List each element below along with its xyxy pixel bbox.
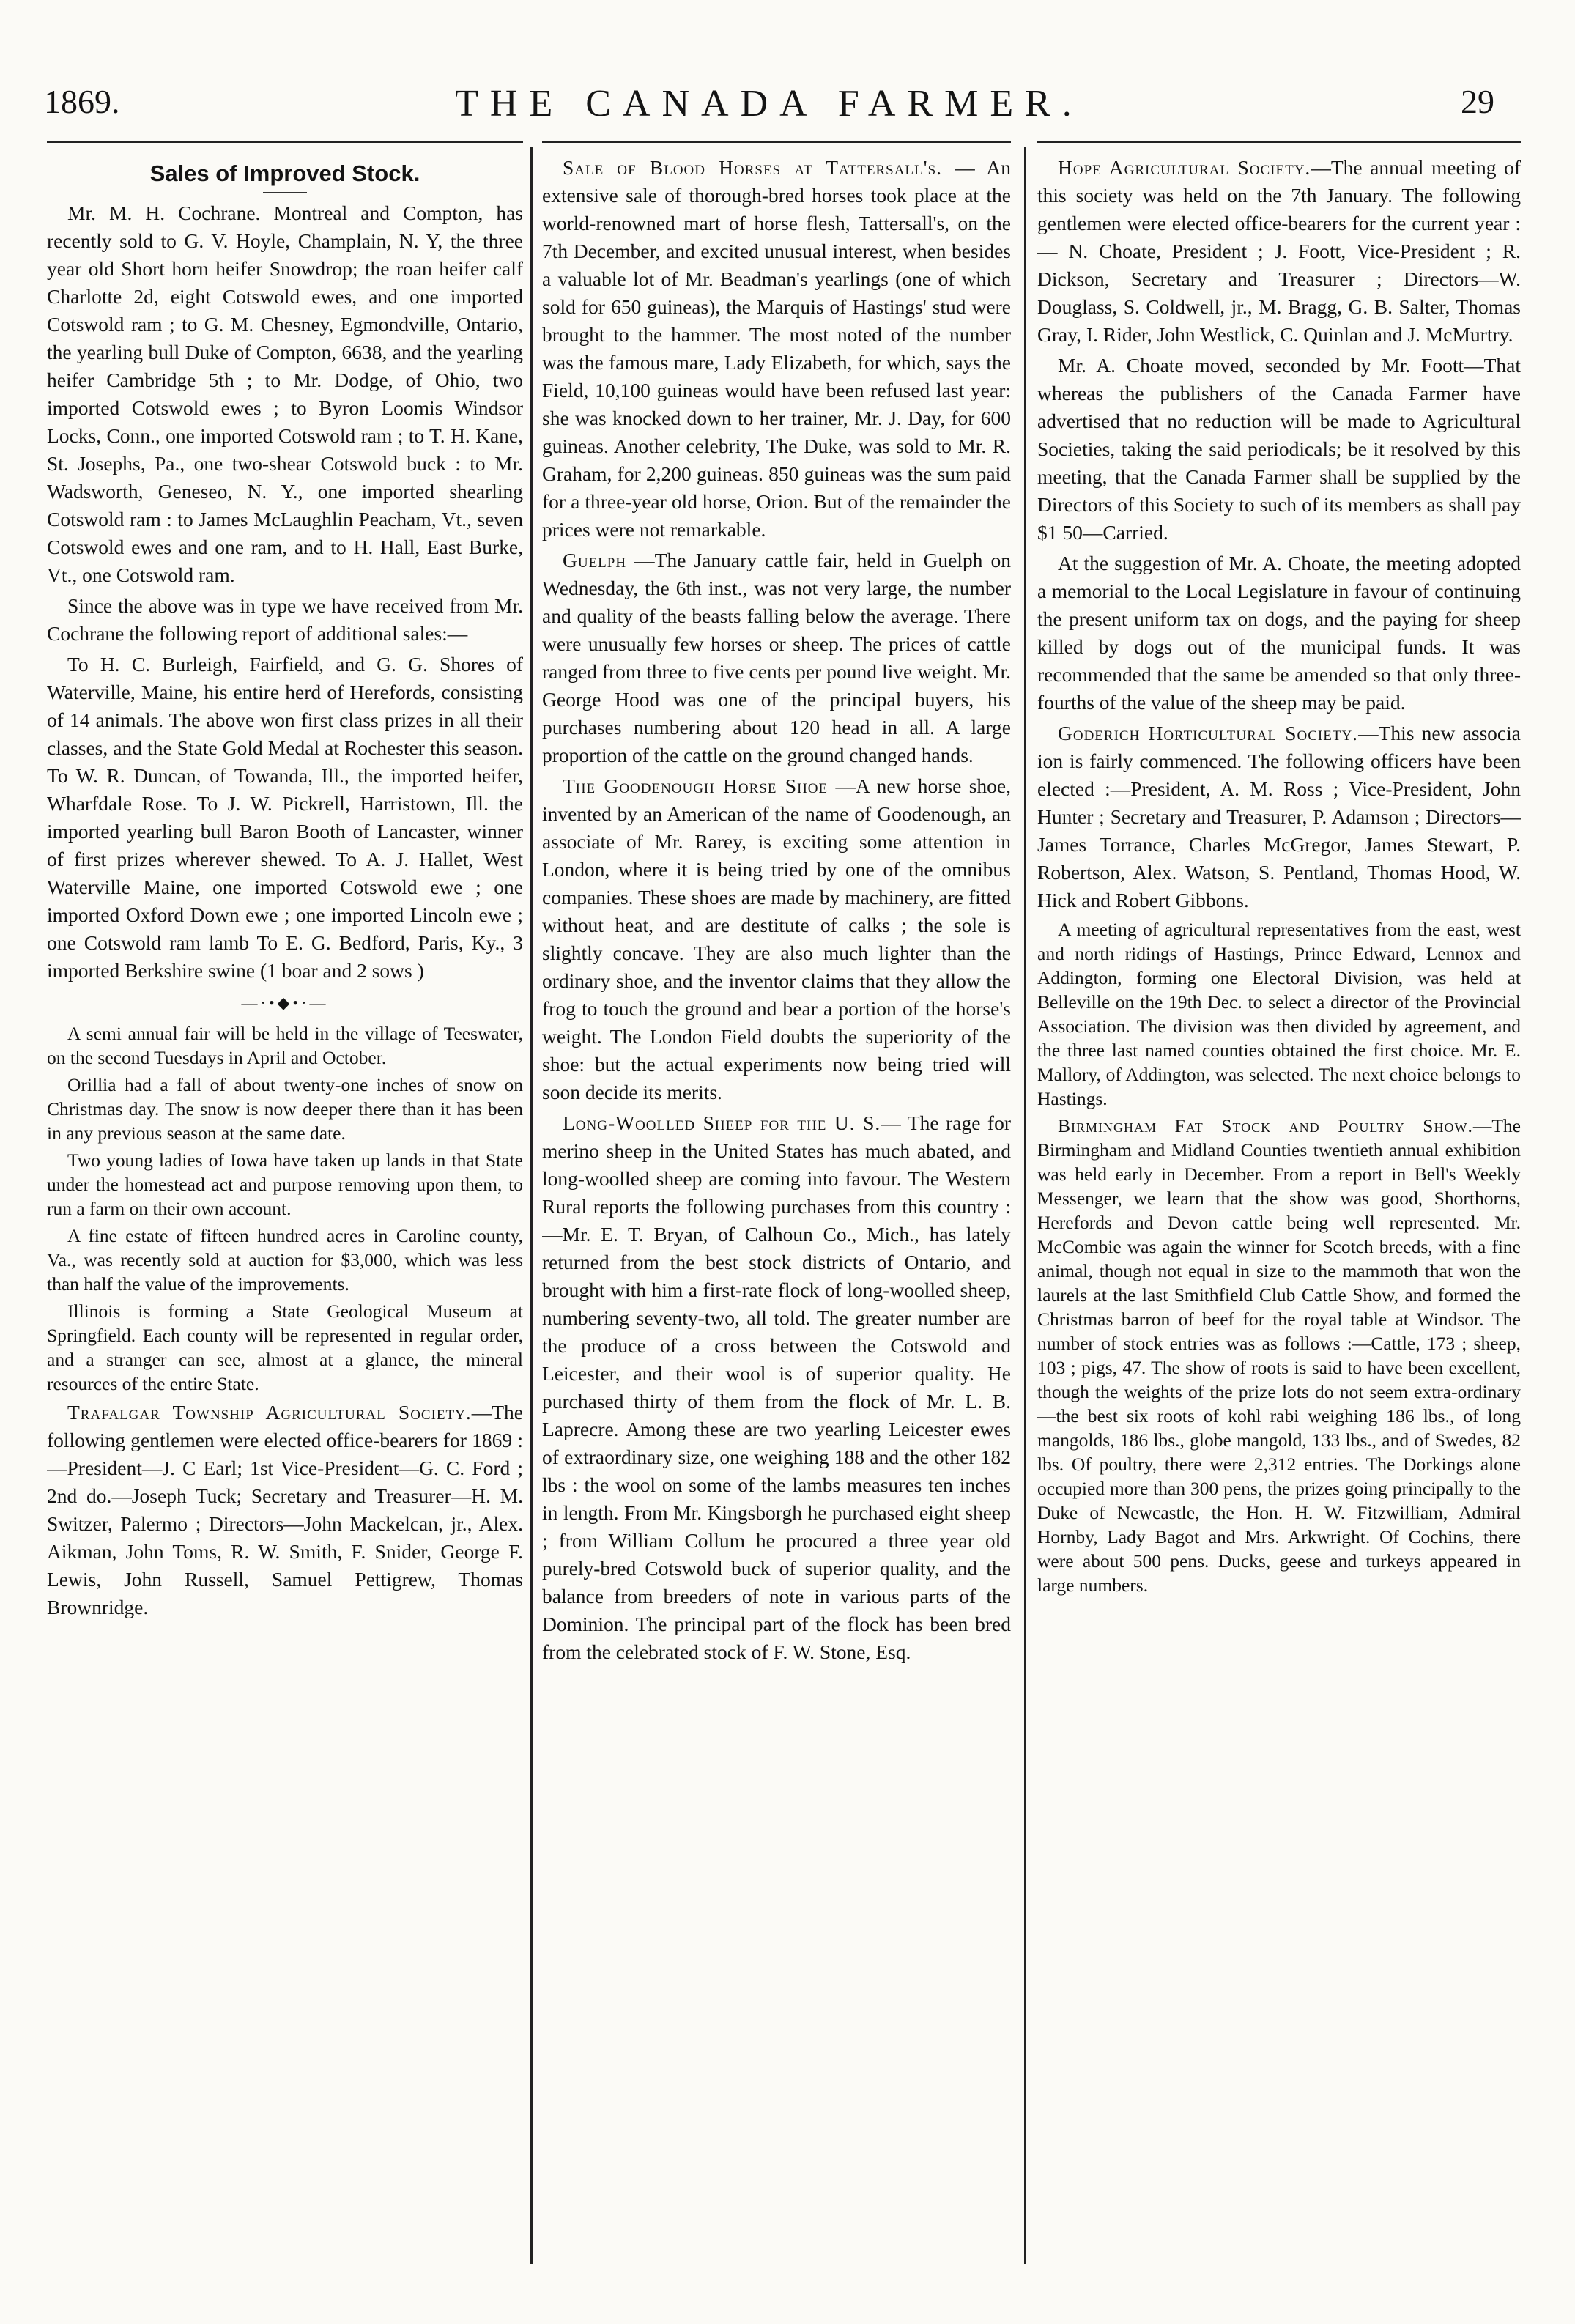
paragraph-hastings-meeting: A meeting of agricultural representatives from the east, west and north ridings of Hastings, Prince Edward, Lennox and Addington, forming one Electoral Division, was held at Belleville on the 19th Dec. to select a director of the Provincial Association. The division was then divided by agreement, and the three last named counties obtained the first choice. Mr. E. Mallory, of Addington, was selected. The next choice belongs to Hastings. [1037,919,1521,1109]
paragraph-trafalgar-society: Trafalgar Township Agricultural Society.—The following gentlemen were elected office-bearers for 1869 :—President—J. C Earl; 1st Vice-President—G. C. Ford ; 2nd do.—Joseph Tuck; Secretary and Treasurer—H. M. Switzer, Palermo ; Directors—John Mackelcan, jr., Alex. Aikman, John Toms, R. W. Smith, F. Snider, George F. Lewis, John Russell, Samuel Pettigrew, Thomas Brownridge. [47,1401,523,1618]
newspaper-title: THE CANADA FARMER. [455,83,1083,125]
paragraph-cochrane-sales: Mr. M. H. Cochrane. Montreal and Compton, has recently sold to G. V. Hoyle, Champlain, N. Y, the three year old Short horn heifer Snowdrop; the roan heifer calf Charlotte 2d, eight Cotswold ewes, and one imported Cotswold ram ; to G. M. Chesney, Egmondville, Ontario, the yearling bull Duke of Compton, 6638, and the yearling heifer Cambridge 5th ; to Mr. Dodge, of Ohio, two imported Cotswold ewes ; to Byron Loomis Windsor Locks, Conn., one imported Cotswold ram ; to T. H. Kane, St. Josephs, Pa., one two-shear Cotswold buck : to Mr. Wadsworth, Geneseo, N. Y., one imported shearling Cotswold ram : to James McLaughlin Peacham, Vt., seven Cotswold ewes and one ram, and to H. Hall, East Burke, Vt., one Cotswold ram. [47,201,523,586]
page-number: 29 [1461,83,1494,120]
article-heading-sales-stock: Sales of Improved Stock. [149,160,420,186]
header-rule-3 [1037,141,1521,143]
run-in-heading: Trafalgar Township Agricultural Society. [67,1401,472,1424]
column-2 [542,154,1011,2205]
heading-rule [263,192,307,193]
run-in-heading: Guelph [563,549,627,571]
paragraph-goderich-society: Goderich Horticultural Society.—This new associa ion is fairly commenced. The following officers have been elected :—President, A. M. Ross ; Vice-President, John Hunter ; Secretary and Treasurer, P. Adamson ; Directors—James Torrance, Charles McGregor, James Stewart, P. Robertson, Alex. Watson, S. Pentland, Thomas Hood, W. Hick and Robert Gibbons. [1037,722,1521,911]
header-rule-1 [47,141,523,143]
paragraph-illinois-museum: Illinois is forming a State Geological Museum at Springfield. Each county will be represented in regular order, and a stranger can see, almost at a glance, the mineral resources of the entire State. [47,1300,523,1394]
paragraph-orillia-snow: Orillia had a fall of about twenty-one inches of snow on Christmas day. The snow is now deeper there than it has been in any previous season at the same date. [47,1074,523,1144]
paragraph-guelph-fair: Guelph —The January cattle fair, held in Guelph on Wednesday, the 6th inst., was not very large, the number and quality of the beasts falling below the average. There were unusually few horses or sheep. The prices of cattle ranged from three to five cents per pound live weight. Mr. George Hood was one of the principal buyers, his purchases numbering about 120 head in all. A large proportion of the cattle on the ground changed hands. [542,549,1011,766]
column-3 [1037,154,1521,2205]
paragraph-tattersalls: Sale of Blood Horses at Tattersall's. — An extensive sale of thorough-bred horses took place at the world-renowned mart of horse flesh, Tattersall's, on the 7th December, and excited unusual interest, when besides a valuable lot of Mr. Beadman's yearlings (one of which sold for 650 guineas), the Marquis of Hastings' stud were brought to the hammer. The most noted of the number was the famous mare, Lady Elizabeth, for which, says the Field, 10,100 guineas would have been refused last year: she was knocked down to her trainer, Mr. J. Day, for 600 guineas. Another celebrity, The Duke, was sold to Mr. R. Graham, for 2,200 guineas. 850 guineas was the sum paid for a three-year old horse, Orion. But of the remainder the prices were not remarkable. [542,156,1011,541]
run-in-heading: Hope Agricultural Society. [1058,156,1311,179]
section-ornament: —·•◆•·— [241,993,329,1012]
run-in-heading: The Goodenough Horse Shoe [563,774,829,797]
column-divider-1 [530,147,533,2264]
paragraph-dog-tax: At the suggestion of Mr. A. Choate, the meeting adopted a memorial to the Local Legislature in favour of continuing the present uniform tax on dogs, and the paying for sheep killed by dogs out of the municipal funds. It was recommended that the same be amended so that only three-fourths of the value of the sheep may be paid. [1037,552,1521,714]
paragraph-additional-sales: To H. C. Burleigh, Fairfield, and G. G. Shores of Waterville, Maine, his entire herd of Herefords, consisting of 14 animals. The above won first class prizes in all their classes, and the State Gold Medal at Rochester this season. To W. R. Duncan, of Towanda, Ill., the imported heifer, Wharfdale Rose. To J. W. Pickrell, Harristown, Ill. the imported yearling bull Baron Booth of Lancaster, winner of first prizes wherever shewed. To A. J. Hallet, West Waterville Maine, one imported Cotswold ewe ; one imported Oxford Down ewe ; one imported Lincoln ewe ; one Cotswold ram lamb To E. G. Bedford, Paris, Ky., 3 imported Berkshire swine (1 boar and 2 sows ) [47,653,523,982]
run-in-heading: Birmingham Fat Stock and Poultry Show. [1058,1115,1473,1136]
paragraph-hope-society: Hope Agricultural Society.—The annual meeting of this society was held on the 7th January. The following gentlemen were elected office-bearers for the current year :— N. Choate, President ; J. Foott, Vice-President ; R. Dickson, Secretary and Treasurer ; Directors—W. Douglass, S. Coldwell, jr., M. Bragg, G. B. Salter, Thomas Gray, I. Rider, John Westlick, C. Quinlan and J. McMurtry. [1037,156,1521,346]
issue-year: 1869. [44,83,120,120]
paragraph-teeswater-fair: A semi annual fair will be held in the village of Teeswater, on the second Tuesdays in April and October. [47,1023,523,1068]
paragraph-additional-sales-intro: Since the above was in type we have received from Mr. Cochrane the following report of additional sales:— [47,594,523,645]
header-rule-2 [542,141,1011,143]
masthead [44,82,1494,141]
run-in-heading: Long-Woolled Sheep for the U. S. [563,1111,881,1134]
paragraph-choate-motion: Mr. A. Choate moved, seconded by Mr. Foott—That whereas the publishers of the Canada Farmer have advertised that no reduction will be made to Agricultural Societies, taking the said periodicals; be it resolved by this meeting, that the Canada Farmer shall be supplied by the Directors of this Society to such of its members as shall pay $1 50—Carried. [1037,354,1521,544]
run-in-heading: Goderich Horticultural Society. [1058,722,1359,744]
paragraph-horse-shoe: The Goodenough Horse Shoe —A new horse shoe, invented by an American of the name of Goodenough, an associate of Mr. Rarey, is exciting some attention in London, where it is being tried by one of the omnibus companies. These shoes are made by machinery, are fitted without heat, and are destitute of calks ; the sole is slightly concave. They are also much lighter than the ordinary shoe, and the inventor claims that they allow the frog to touch the ground and bear a portion of the horse's weight. The London Field doubts the superiority of the shoe: but the actual experiments now being tried will soon decide its merits. [542,774,1011,1103]
paragraph-caroline-estate: A fine estate of fifteen hundred acres in Caroline county, Va., was recently sold at auction for $3,000, which was less than half the value of the improvements. [47,1225,523,1295]
paragraph-long-woolled-sheep: Long-Woolled Sheep for the U. S.— The rage for merino sheep in the United States has much abated, and long-woolled sheep are coming into favour. The Western Rural reports the following purchases from this country :—Mr. E. T. Bryan, of Calhoun Co., Mich., has lately returned from the best stock districts of Ontario, and brought with him a first-rate flock of long-woolled sheep, numbering seventy-two, all told. The greater number are the produce of a cross between the Cotswold and Leicester, and their wool is of superior quality. He purchased thirty of them from the flock of Mr. L. B. Laprecre. Among these are two yearling Leicester ewes of extraordinary size, one weighing 188 and the other 182 lbs : the wool on some of the lambs measures ten inches in length. From Mr. Kingsborgh he purchased eight sheep ; from William Collum he procured a three year old purely-bred Cotswold buck of superior quality, and the balance from breeders of note in various parts of the Dominion. The principal part of the flock has been bred from the celebrated stock of F. W. Stone, Esq. [542,1111,1011,1663]
column-1 [47,154,523,2205]
paragraph-birmingham-show: Birmingham Fat Stock and Poultry Show.—The Birmingham and Midland Counties twentieth annual exhibition was held early in December. From a report in Bell's Weekly Messenger, we learn that the show was good, Shorthorns, Herefords and Devon cattle being well represented. Mr. McCombie was again the winner for Scotch breeds, with a fine animal, though not equal in size to the mammoth that won the laurels at the last Smithfield Club Cattle Show, and formed the Christmas barron of beef for the royal table at Windsor. The number of stock entries was as follows :—Cattle, 173 ; sheep, 103 ; pigs, 47. The show of roots is said to have been excellent, though the weights of the prize lots do not seem extra-ordinary—the best six roots of kohl rabi weighing 186 lbs., of long mangolds, 186 lbs., globe mangold, 133 lbs., and of Swedes, 82 lbs. Of poultry, there were 2,312 entries. The Dorkings alone occupied more than 300 pens, the prizes going principally to the Duke of Newcastle, the Hon. H. W. Fitzwilliam, Admiral Hornby, Lady Bagot and Mrs. Arkwright. Of Cochins, there were about 500 pens. Ducks, geese and turkeys appeared in large numbers. [1037,1115,1521,1596]
paragraph-iowa-ladies: Two young ladies of Iowa have taken up lands in that State under the homestead act and purpose removing upon them, to run a farm on their own account. [47,1150,523,1219]
column-divider-2 [1024,147,1026,2264]
run-in-heading: Sale of Blood Horses at Tattersall's. [563,156,943,179]
